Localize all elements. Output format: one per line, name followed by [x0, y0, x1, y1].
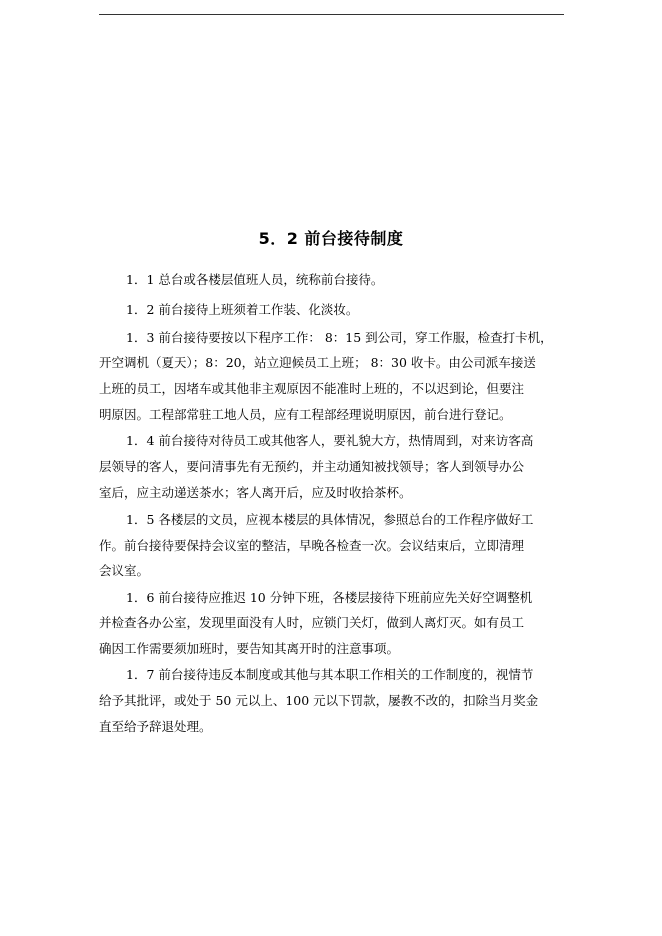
clause-1-3-line-1: 1．3 前台接待要按以下程序工作： 8：15 到公司，穿工作服，检查打卡机， — [126, 330, 553, 345]
clause-1-5-line-3: 会议室。 — [99, 563, 150, 578]
clause-1-5-line-1: 1．5 各楼层的文员，应视本楼层的具体情况，参照总台的工作程序做好工 — [126, 512, 534, 527]
clause-1-6-line-3: 确因工作需要须加班时，要告知其离开时的注意事项。 — [99, 641, 400, 656]
section-title: 5．2 前台接待制度 — [258, 229, 404, 248]
clause-1-7-line-2: 给予其批评，或处于 50 元以上、100 元以下罚款，屡教不改的，扣除当月奖金 — [99, 693, 539, 708]
clause-1-4-line-1: 1．4 前台接待对待员工或其他客人，要礼貌大方，热情周到，对来访客高 — [126, 433, 534, 448]
clause-1-4-line-2: 层领导的客人，要问清事先有无预约，并主动通知被找领导；客人到领导办公 — [99, 459, 525, 474]
clause-1-3-line-4: 明原因。工程部常驻工地人员，应有工程部经理说明原因，前台进行登记。 — [99, 407, 512, 422]
clause-1-1-line-1: 1．1 总台或各楼层值班人员，统称前台接待。 — [126, 272, 384, 287]
clause-1-3-line-2: 开空调机（夏天）；8：20，站立迎候员工上班； 8：30 收卡。由公司派车接送 — [99, 355, 536, 370]
clause-1-7-line-3: 直至给予辞退处理。 — [99, 719, 212, 734]
clause-1-6-line-1: 1．6 前台接待应推迟 10 分钟下班，各楼层接待下班前应先关好空调整机 — [126, 590, 533, 605]
clause-1-7-line-1: 1．7 前台接待违反本制度或其他与其本职工作相关的工作制度的，视情节 — [126, 667, 534, 682]
clause-1-6-line-2: 并检查各办公室，发现里面没有人时，应锁门关灯，做到人离灯灭。如有员工 — [99, 615, 525, 630]
header-rule — [99, 14, 564, 15]
clause-1-5-line-2: 作。前台接待要保持会议室的整洁，早晚各检查一次。会议结束后，立即清理 — [99, 538, 525, 553]
clause-1-3-line-3: 上班的员工，因堵车或其他非主观原因不能准时上班的，不以迟到论，但要注 — [99, 381, 525, 396]
clause-1-2-line-1: 1．2 前台接待上班须着工作装、化淡妆。 — [126, 302, 359, 317]
clause-1-4-line-3: 室后，应主动递送茶水；客人离开后，应及时收拾茶杯。 — [99, 485, 412, 500]
